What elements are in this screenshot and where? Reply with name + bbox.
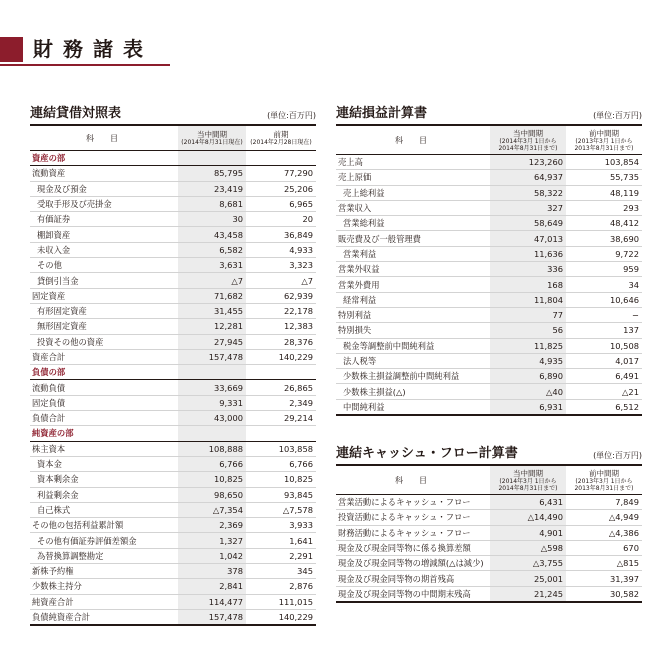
table-row bbox=[30, 273, 316, 288]
row-current-value: 56 bbox=[490, 323, 566, 338]
table-row bbox=[336, 510, 642, 525]
row-label: 少数株主損益(△) bbox=[336, 384, 490, 399]
cash-flow-section bbox=[336, 446, 642, 603]
table-row bbox=[30, 411, 316, 426]
table-row bbox=[336, 495, 642, 510]
row-current-value: 31,455 bbox=[178, 303, 246, 318]
table-row bbox=[30, 594, 316, 609]
row-current-value: 4,901 bbox=[490, 525, 566, 540]
table-row bbox=[30, 533, 316, 548]
cash-flow-unit: (単位:百万円) bbox=[593, 451, 642, 460]
table-row bbox=[336, 556, 642, 571]
row-current-value: 33,669 bbox=[178, 380, 246, 395]
table-row bbox=[30, 502, 316, 517]
row-label: 営業活動によるキャッシュ・フロー bbox=[336, 495, 490, 510]
column-item-label: 科 目 bbox=[395, 475, 431, 485]
row-previous-value: 2,291 bbox=[246, 548, 316, 563]
table-row bbox=[30, 426, 316, 441]
row-label: 中間純利益 bbox=[336, 399, 490, 415]
balance-sheet-unit: (単位:百万円) bbox=[267, 111, 316, 120]
row-previous-value: △7 bbox=[246, 273, 316, 288]
row-previous-value: 22,178 bbox=[246, 303, 316, 318]
row-current-value: 64,937 bbox=[490, 170, 566, 185]
row-label: 売上総利益 bbox=[336, 185, 490, 200]
table-row bbox=[336, 384, 642, 399]
table-row bbox=[30, 472, 316, 487]
row-current-value: 108,888 bbox=[178, 441, 246, 456]
table-row bbox=[336, 369, 642, 384]
row-label: 少数株主持分 bbox=[30, 579, 178, 594]
row-previous-value: 20 bbox=[246, 212, 316, 227]
balance-sheet-title: 連結貸借対照表 bbox=[30, 106, 122, 121]
row-current-value: 4,935 bbox=[490, 353, 566, 368]
title-accent-bar bbox=[0, 37, 23, 62]
row-current-value: 6,890 bbox=[490, 369, 566, 384]
table-row bbox=[336, 231, 642, 246]
row-label: 現金及び現金同等物に係る換算差額 bbox=[336, 540, 490, 555]
row-previous-value: 293 bbox=[566, 200, 642, 215]
table-row bbox=[336, 262, 642, 277]
row-label: 現金及び現金同等物の中間期末残高 bbox=[336, 586, 490, 602]
row-current-value: 58,322 bbox=[490, 185, 566, 200]
table-row bbox=[30, 395, 316, 410]
table-row bbox=[30, 319, 316, 334]
row-previous-value: 93,845 bbox=[246, 487, 316, 502]
row-label: 資産合計 bbox=[30, 349, 178, 364]
table-row bbox=[30, 609, 316, 625]
row-previous-value: 111,015 bbox=[246, 594, 316, 609]
table-row bbox=[30, 349, 316, 364]
row-current-value: 85,795 bbox=[178, 166, 246, 181]
row-current-value: △7 bbox=[178, 273, 246, 288]
table-row bbox=[336, 277, 642, 292]
row-current-value: 2,369 bbox=[178, 518, 246, 533]
column-current: 当中間期 (2014年3月 1日から 2014年8月31日まで) bbox=[490, 126, 566, 154]
row-current-value: 58,649 bbox=[490, 216, 566, 231]
table-row bbox=[30, 365, 316, 380]
row-current-value: △40 bbox=[490, 384, 566, 399]
row-current-value: 168 bbox=[490, 277, 566, 292]
table-row bbox=[336, 170, 642, 185]
row-previous-value: 28,376 bbox=[246, 334, 316, 349]
row-label: その他 bbox=[30, 258, 178, 273]
row-label: 貸倒引当金 bbox=[30, 273, 178, 288]
row-current-value: 71,682 bbox=[178, 288, 246, 303]
row-previous-value: △21 bbox=[566, 384, 642, 399]
row-label: 売上原価 bbox=[336, 170, 490, 185]
row-label: 財務活動によるキャッシュ・フロー bbox=[336, 525, 490, 540]
row-previous-value: 3,323 bbox=[246, 258, 316, 273]
row-label: 無形固定資産 bbox=[30, 319, 178, 334]
row-previous-value: 103,858 bbox=[246, 441, 316, 456]
row-label: 資産の部 bbox=[30, 151, 178, 166]
table-row bbox=[30, 334, 316, 349]
table-row bbox=[30, 196, 316, 211]
row-current-value: △7,354 bbox=[178, 502, 246, 517]
table-row bbox=[336, 338, 642, 353]
row-current-value: 114,477 bbox=[178, 594, 246, 609]
row-current-value bbox=[178, 426, 246, 441]
row-previous-value: 25,206 bbox=[246, 181, 316, 196]
row-current-value: △3,755 bbox=[490, 556, 566, 571]
balance-sheet-section bbox=[30, 106, 316, 626]
row-label: 営業外費用 bbox=[336, 277, 490, 292]
row-previous-value: 31,397 bbox=[566, 571, 642, 586]
column-previous: 前期 (2014年2月28日現在) bbox=[250, 130, 312, 146]
column-previous: 前中間期 (2013年3月 1日から 2013年8月31日まで) bbox=[574, 468, 634, 492]
table-row bbox=[336, 216, 642, 231]
row-previous-value: △815 bbox=[566, 556, 642, 571]
table-row bbox=[336, 307, 642, 322]
row-label: 営業利益 bbox=[336, 246, 490, 261]
row-current-value: 30 bbox=[178, 212, 246, 227]
row-previous-value: 29,214 bbox=[246, 411, 316, 426]
table-row bbox=[336, 155, 642, 170]
row-current-value: 1,327 bbox=[178, 533, 246, 548]
row-current-value: 11,804 bbox=[490, 292, 566, 307]
table-row bbox=[30, 212, 316, 227]
income-statement-unit: (単位:百万円) bbox=[593, 111, 642, 120]
balance-sheet-column-header bbox=[30, 124, 316, 151]
row-label: 営業収入 bbox=[336, 200, 490, 215]
row-label: 投資その他の資産 bbox=[30, 334, 178, 349]
row-label: その他有価証券評価差額金 bbox=[30, 533, 178, 548]
page-title-block bbox=[0, 37, 153, 62]
row-label: 受取手形及び売掛金 bbox=[30, 196, 178, 211]
row-current-value: 43,458 bbox=[178, 227, 246, 242]
row-current-value: 8,681 bbox=[178, 196, 246, 211]
row-previous-value: 26,865 bbox=[246, 380, 316, 395]
row-current-value: △14,490 bbox=[490, 510, 566, 525]
row-label: 現金及び預金 bbox=[30, 181, 178, 196]
income-statement-table bbox=[336, 155, 642, 416]
table-row bbox=[30, 151, 316, 166]
row-previous-value: 12,383 bbox=[246, 319, 316, 334]
row-previous-value: 9,722 bbox=[566, 246, 642, 261]
row-label: 特別損失 bbox=[336, 323, 490, 338]
row-label: 利益剰余金 bbox=[30, 487, 178, 502]
row-label: 自己株式 bbox=[30, 502, 178, 517]
table-row bbox=[336, 586, 642, 602]
row-current-value: 9,331 bbox=[178, 395, 246, 410]
row-label: 現金及び現金同等物の増減額(△は減少) bbox=[336, 556, 490, 571]
row-previous-value: 103,854 bbox=[566, 155, 642, 170]
row-label: 少数株主損益調整前中間純利益 bbox=[336, 369, 490, 384]
row-current-value: 6,766 bbox=[178, 456, 246, 471]
row-previous-value: 6,965 bbox=[246, 196, 316, 211]
table-row bbox=[30, 564, 316, 579]
row-previous-value: 137 bbox=[566, 323, 642, 338]
table-row bbox=[336, 540, 642, 555]
table-row bbox=[336, 292, 642, 307]
table-row bbox=[30, 579, 316, 594]
row-current-value: 3,631 bbox=[178, 258, 246, 273]
row-current-value: 327 bbox=[490, 200, 566, 215]
income-statement-section bbox=[336, 106, 642, 416]
title-underline bbox=[0, 64, 170, 66]
row-current-value: 10,825 bbox=[178, 472, 246, 487]
row-previous-value bbox=[246, 365, 316, 380]
income-statement-column-header bbox=[336, 124, 642, 155]
table-row bbox=[30, 380, 316, 395]
table-row bbox=[30, 242, 316, 257]
row-previous-value: 10,646 bbox=[566, 292, 642, 307]
row-label: 純資産の部 bbox=[30, 426, 178, 441]
table-row bbox=[30, 288, 316, 303]
table-row bbox=[30, 518, 316, 533]
row-label: 営業総利益 bbox=[336, 216, 490, 231]
row-label: 有価証券 bbox=[30, 212, 178, 227]
row-previous-value: 62,939 bbox=[246, 288, 316, 303]
row-previous-value: 4,933 bbox=[246, 242, 316, 257]
row-label: 投資活動によるキャッシュ・フロー bbox=[336, 510, 490, 525]
row-label: 負債純資産合計 bbox=[30, 609, 178, 625]
cash-flow-title: 連結キャッシュ・フロー計算書 bbox=[336, 446, 518, 461]
row-label: 税金等調整前中間純利益 bbox=[336, 338, 490, 353]
row-label: 現金及び現金同等物の期首残高 bbox=[336, 571, 490, 586]
row-label: 有形固定資産 bbox=[30, 303, 178, 318]
row-previous-value: 48,119 bbox=[566, 185, 642, 200]
table-row bbox=[30, 181, 316, 196]
row-previous-value: 36,849 bbox=[246, 227, 316, 242]
row-previous-value: 48,412 bbox=[566, 216, 642, 231]
row-current-value: 11,825 bbox=[490, 338, 566, 353]
cash-flow-table bbox=[336, 495, 642, 603]
row-label: 流動負債 bbox=[30, 380, 178, 395]
row-current-value bbox=[178, 365, 246, 380]
row-previous-value: 345 bbox=[246, 564, 316, 579]
row-current-value: 157,478 bbox=[178, 609, 246, 625]
row-previous-value: 38,690 bbox=[566, 231, 642, 246]
row-label: 売上高 bbox=[336, 155, 490, 170]
table-row bbox=[30, 166, 316, 181]
table-row bbox=[30, 487, 316, 502]
row-current-value: 123,260 bbox=[490, 155, 566, 170]
row-previous-value: 10,508 bbox=[566, 338, 642, 353]
row-previous-value: 2,349 bbox=[246, 395, 316, 410]
row-previous-value bbox=[246, 426, 316, 441]
row-previous-value: 670 bbox=[566, 540, 642, 555]
row-label: その他の包括利益累計額 bbox=[30, 518, 178, 533]
row-current-value: 43,000 bbox=[178, 411, 246, 426]
row-label: 負債合計 bbox=[30, 411, 178, 426]
table-row bbox=[30, 227, 316, 242]
row-current-value: 11,636 bbox=[490, 246, 566, 261]
row-current-value: 378 bbox=[178, 564, 246, 579]
row-previous-value: 30,582 bbox=[566, 586, 642, 602]
row-label: 法人税等 bbox=[336, 353, 490, 368]
row-previous-value: △4,386 bbox=[566, 525, 642, 540]
row-previous-value: 6,512 bbox=[566, 399, 642, 415]
row-current-value: 157,478 bbox=[178, 349, 246, 364]
row-current-value: 2,841 bbox=[178, 579, 246, 594]
row-previous-value: 34 bbox=[566, 277, 642, 292]
row-current-value: △598 bbox=[490, 540, 566, 555]
table-row bbox=[336, 399, 642, 415]
row-previous-value: 140,229 bbox=[246, 349, 316, 364]
page-title: 財務諸表 bbox=[33, 37, 153, 61]
table-row bbox=[336, 353, 642, 368]
income-statement-title: 連結損益計算書 bbox=[336, 106, 428, 121]
row-label: 未収入金 bbox=[30, 242, 178, 257]
row-current-value bbox=[178, 151, 246, 166]
row-label: 純資産合計 bbox=[30, 594, 178, 609]
row-current-value: 21,245 bbox=[490, 586, 566, 602]
row-previous-value: 2,876 bbox=[246, 579, 316, 594]
row-label: 特別利益 bbox=[336, 307, 490, 322]
column-previous: 前中間期 (2013年3月 1日から 2013年8月31日まで) bbox=[574, 128, 634, 152]
row-previous-value: △7,578 bbox=[246, 502, 316, 517]
column-current: 当中間期 (2014年8月31日現在) bbox=[178, 126, 246, 150]
row-label: 資本剰余金 bbox=[30, 472, 178, 487]
table-row bbox=[336, 571, 642, 586]
table-row bbox=[30, 258, 316, 273]
row-label: 流動資産 bbox=[30, 166, 178, 181]
row-label: 負債の部 bbox=[30, 365, 178, 380]
row-current-value: 6,431 bbox=[490, 495, 566, 510]
row-previous-value: △4,949 bbox=[566, 510, 642, 525]
row-current-value: 6,582 bbox=[178, 242, 246, 257]
row-label: 棚卸資産 bbox=[30, 227, 178, 242]
row-label: 固定負債 bbox=[30, 395, 178, 410]
row-previous-value bbox=[246, 151, 316, 166]
row-label: 販売費及び一般管理費 bbox=[336, 231, 490, 246]
table-row bbox=[336, 185, 642, 200]
row-current-value: 98,650 bbox=[178, 487, 246, 502]
row-previous-value: 959 bbox=[566, 262, 642, 277]
cash-flow-column-header bbox=[336, 464, 642, 495]
row-label: 新株予約権 bbox=[30, 564, 178, 579]
row-previous-value: 3,933 bbox=[246, 518, 316, 533]
row-previous-value: 77,290 bbox=[246, 166, 316, 181]
row-current-value: 25,001 bbox=[490, 571, 566, 586]
table-row bbox=[336, 323, 642, 338]
row-previous-value: 7,849 bbox=[566, 495, 642, 510]
row-current-value: 1,042 bbox=[178, 548, 246, 563]
column-item-label: 科 目 bbox=[86, 133, 122, 143]
row-previous-value: 6,766 bbox=[246, 456, 316, 471]
row-previous-value: 1,641 bbox=[246, 533, 316, 548]
row-label: 固定資産 bbox=[30, 288, 178, 303]
row-previous-value: 140,229 bbox=[246, 609, 316, 625]
balance-sheet-table bbox=[30, 151, 316, 626]
table-row bbox=[336, 200, 642, 215]
row-label: 株主資本 bbox=[30, 441, 178, 456]
row-previous-value: 55,735 bbox=[566, 170, 642, 185]
row-current-value: 23,419 bbox=[178, 181, 246, 196]
table-row bbox=[30, 303, 316, 318]
table-row bbox=[336, 525, 642, 540]
row-previous-value: − bbox=[566, 307, 642, 322]
row-current-value: 336 bbox=[490, 262, 566, 277]
table-row bbox=[30, 456, 316, 471]
row-label: 営業外収益 bbox=[336, 262, 490, 277]
row-current-value: 77 bbox=[490, 307, 566, 322]
row-previous-value: 6,491 bbox=[566, 369, 642, 384]
row-label: 為替換算調整勘定 bbox=[30, 548, 178, 563]
row-current-value: 47,013 bbox=[490, 231, 566, 246]
column-current: 当中間期 (2014年3月 1日から 2014年8月31日まで) bbox=[490, 466, 566, 494]
row-current-value: 6,931 bbox=[490, 399, 566, 415]
table-row bbox=[30, 441, 316, 456]
table-row bbox=[336, 246, 642, 261]
row-label: 経常利益 bbox=[336, 292, 490, 307]
row-previous-value: 10,825 bbox=[246, 472, 316, 487]
row-current-value: 27,945 bbox=[178, 334, 246, 349]
column-item-label: 科 目 bbox=[395, 135, 431, 145]
table-row bbox=[30, 548, 316, 563]
row-current-value: 12,281 bbox=[178, 319, 246, 334]
row-label: 資本金 bbox=[30, 456, 178, 471]
row-previous-value: 4,017 bbox=[566, 353, 642, 368]
